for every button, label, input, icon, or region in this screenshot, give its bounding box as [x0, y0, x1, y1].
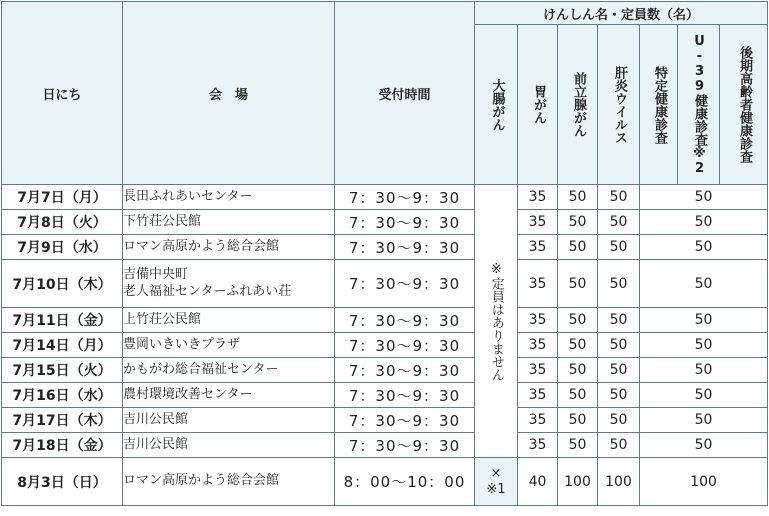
- schedule-table-wrapper: [1, 1, 768, 506]
- cross-mark: ×: [490, 465, 502, 481]
- table-row: [2, 383, 768, 408]
- row-time: 7：30～9：30: [335, 333, 475, 358]
- row-time: 7：30～9：30: [335, 408, 475, 433]
- row-stomach: 35: [518, 260, 558, 308]
- row-date: 7月11日（金）: [2, 308, 123, 333]
- header-date: 日にち: [2, 2, 123, 185]
- row-health: 50: [640, 210, 768, 235]
- row-date: 7月15日（火）: [2, 358, 123, 383]
- row-hepatitis: 50: [598, 358, 640, 383]
- row-prostate: 50: [558, 433, 598, 458]
- header-time: 受付時間: [335, 2, 475, 185]
- row-health: 50: [640, 433, 768, 458]
- colon-no-limit-note: ※定員はありません: [475, 185, 518, 458]
- row-time: 7：30～9：30: [335, 308, 475, 333]
- row-prostate: 50: [558, 185, 598, 210]
- row-health: 50: [640, 358, 768, 383]
- row-hepatitis: 50: [598, 333, 640, 358]
- header-exam-colon: 大腸がん: [475, 25, 518, 185]
- row-time: 7：30～9：30: [335, 383, 475, 408]
- header-exam-specific: 特定健康診査: [640, 25, 678, 185]
- row-date: 7月7日（月）: [2, 185, 123, 210]
- header-exam-prostate: 前立腺がん: [558, 25, 598, 185]
- row-date: 7月9日（水）: [2, 235, 123, 260]
- row-time: 7：30～9：30: [335, 358, 475, 383]
- row-stomach: 35: [518, 185, 558, 210]
- row-date: 7月8日（火）: [2, 210, 123, 235]
- row-date: 7月14日（月）: [2, 333, 123, 358]
- row-stomach: 35: [518, 383, 558, 408]
- row-stomach: 35: [518, 235, 558, 260]
- row-stomach: 40: [518, 458, 558, 506]
- row-health: 50: [640, 235, 768, 260]
- row-stomach: 35: [518, 210, 558, 235]
- table-row: [2, 210, 768, 235]
- header-exam-group: けんしん名・定員数（名）: [475, 2, 768, 25]
- row-hepatitis: 50: [598, 308, 640, 333]
- row-prostate: 50: [558, 383, 598, 408]
- row-venue: 吉川公民館: [123, 433, 335, 458]
- row-time: 7：30～9：30: [335, 210, 475, 235]
- row-venue: [123, 260, 335, 308]
- row-health: 50: [640, 260, 768, 308]
- row-stomach: 35: [518, 433, 558, 458]
- row-time: 8：00～10：00: [335, 458, 475, 506]
- row-stomach: 35: [518, 333, 558, 358]
- row-hepatitis: 50: [598, 260, 640, 308]
- row-date: 7月16日（水）: [2, 383, 123, 408]
- row-prostate: 50: [558, 235, 598, 260]
- row-venue: かもがわ総合福祉センター: [123, 358, 335, 383]
- row-venue: 長田ふれあいセンター: [123, 185, 335, 210]
- row-time: 7：30～9：30: [335, 433, 475, 458]
- row-health: 50: [640, 383, 768, 408]
- header-exam-hepatitis: 肝炎ウイルス: [598, 25, 640, 185]
- table-row: [2, 358, 768, 383]
- row-hepatitis: 50: [598, 433, 640, 458]
- row-venue: 上竹荘公民館: [123, 308, 335, 333]
- table-row: [2, 408, 768, 433]
- schedule-table: [1, 1, 768, 506]
- row-hepatitis: 50: [598, 235, 640, 260]
- row-prostate: 50: [558, 358, 598, 383]
- row-prostate: 50: [558, 260, 598, 308]
- row-prostate: 50: [558, 308, 598, 333]
- table-row: [2, 185, 768, 210]
- header-exam-elderly: 後期高齢者健康診査: [720, 25, 768, 185]
- row-venue: 下竹荘公民館: [123, 210, 335, 235]
- table-row: [2, 433, 768, 458]
- row-health: 50: [640, 185, 768, 210]
- row-date: 7月18日（金）: [2, 433, 123, 458]
- row-hepatitis: 50: [598, 185, 640, 210]
- row-stomach: 35: [518, 358, 558, 383]
- row-prostate: 50: [558, 408, 598, 433]
- row-date: 7月17日（木）: [2, 408, 123, 433]
- row-hepatitis: 100: [598, 458, 640, 506]
- row-hepatitis: 50: [598, 383, 640, 408]
- row-stomach: 35: [518, 408, 558, 433]
- row-venue: ロマン高原かよう総合会館: [123, 458, 335, 506]
- footnote-mark: ※1: [486, 481, 506, 497]
- row-date: 7月10日（木）: [2, 260, 123, 308]
- row-venue: 豊岡いきいきプラザ: [123, 333, 335, 358]
- row-health: 100: [640, 458, 768, 506]
- row-venue-line2: 老人福祉センターふれあい荘: [123, 283, 292, 299]
- header-venue: 会 場: [123, 2, 335, 185]
- row-venue: ロマン高原かよう総合会館: [123, 235, 335, 260]
- row-prostate: 50: [558, 210, 598, 235]
- row-hepatitis: 50: [598, 210, 640, 235]
- row-time: 7：30～9：30: [335, 260, 475, 308]
- row-prostate: 100: [558, 458, 598, 506]
- row-venue: 農村環境改善センター: [123, 383, 335, 408]
- row-health: 50: [640, 308, 768, 333]
- row-time: 7：30～9：30: [335, 235, 475, 260]
- table-row-last: [2, 458, 768, 506]
- row-venue: 吉川公民館: [123, 408, 335, 433]
- row-health: 50: [640, 408, 768, 433]
- row-hepatitis: 50: [598, 408, 640, 433]
- table-row: [2, 260, 768, 308]
- header-exam-u39: U-39健康診査※2: [678, 25, 720, 185]
- row-time: 7：30～9：30: [335, 185, 475, 210]
- row-prostate: 50: [558, 333, 598, 358]
- header-exam-stomach: 胃がん: [518, 25, 558, 185]
- table-row: [2, 308, 768, 333]
- row-venue-line1: 吉備中央町: [123, 266, 189, 282]
- colon-cross-cell: [475, 458, 518, 506]
- row-date: 8月3日（日）: [2, 458, 123, 506]
- row-health: 50: [640, 333, 768, 358]
- table-row: [2, 333, 768, 358]
- row-stomach: 35: [518, 308, 558, 333]
- table-row: [2, 235, 768, 260]
